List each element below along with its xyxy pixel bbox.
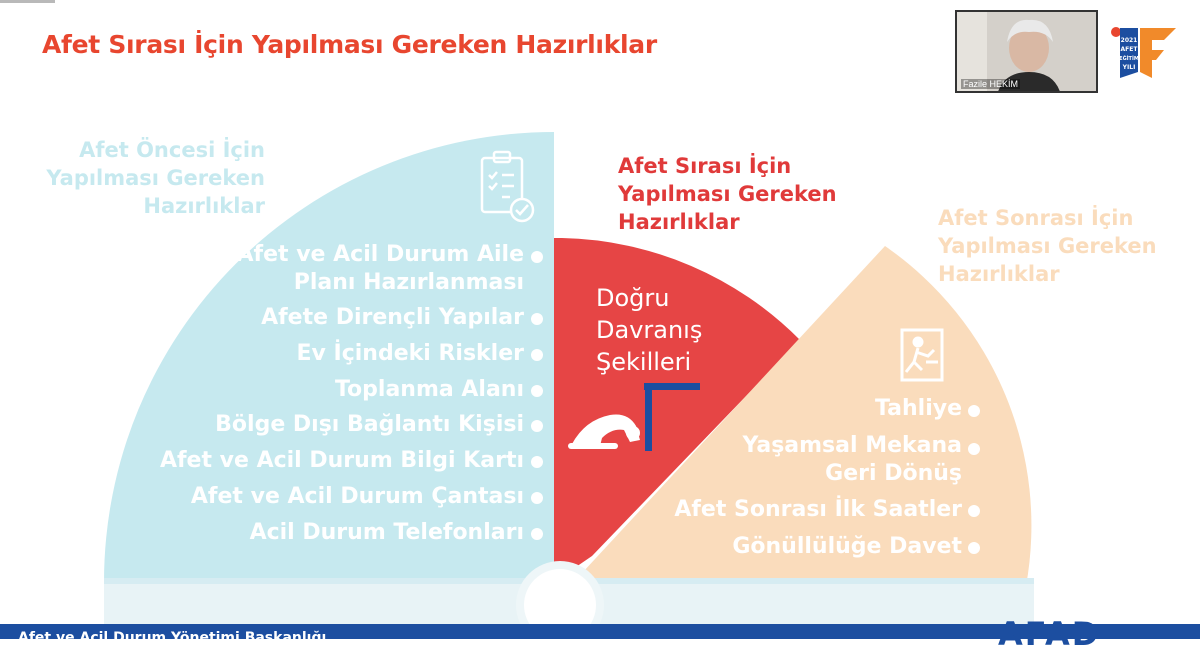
after-heading-line: Yapılması Gereken bbox=[938, 234, 1157, 258]
after-item: Tahliye bbox=[874, 396, 962, 421]
before-item: Planı Hazırlanması bbox=[293, 270, 524, 295]
before-item: Afete Dirençli Yapılar bbox=[261, 305, 524, 330]
during-body-line: Doğru bbox=[596, 284, 670, 312]
during-body-line: Davranış bbox=[596, 316, 703, 344]
afad-logo: AFAD bbox=[998, 615, 1101, 653]
logo-line1: AFET bbox=[1120, 46, 1138, 53]
during-body-line: Şekilleri bbox=[596, 348, 692, 376]
before-heading-line: Hazırlıklar bbox=[143, 194, 265, 218]
logo-line2: EĞİTİM bbox=[1119, 56, 1139, 62]
before-item: Bölge Dışı Bağlantı Kişisi bbox=[215, 412, 524, 437]
before-item: Afet ve Acil Durum Aile bbox=[236, 242, 524, 267]
during-heading-line: Hazırlıklar bbox=[618, 210, 740, 234]
after-heading-line: Hazırlıklar bbox=[938, 262, 1060, 286]
footer-text: Afet ve Acil Durum Yönetimi Başkanlığı bbox=[18, 630, 327, 646]
after-heading-line: Afet Sonrası İçin bbox=[938, 206, 1134, 230]
webcam-thumbnail[interactable] bbox=[955, 10, 1098, 93]
after-item: Geri Dönüş bbox=[825, 461, 962, 486]
after-item: Afet Sonrası İlk Saatler bbox=[674, 497, 962, 522]
during-heading bbox=[618, 152, 837, 236]
before-item: Afet ve Acil Durum Bilgi Kartı bbox=[159, 448, 524, 473]
before-heading-line: Yapılması Gereken bbox=[46, 166, 265, 190]
during-heading-line: Afet Sırası İçin bbox=[618, 154, 792, 178]
before-heading-line: Afet Öncesi İçin bbox=[79, 138, 265, 162]
logo-year: 2021 bbox=[1120, 37, 1138, 44]
after-heading bbox=[938, 204, 1157, 288]
before-heading bbox=[40, 136, 265, 220]
logo-line3: YILI bbox=[1122, 64, 1136, 71]
after-item: Yaşamsal Mekana bbox=[742, 433, 962, 458]
during-body bbox=[596, 282, 702, 378]
during-heading-line: Yapılması Gereken bbox=[618, 182, 837, 206]
after-item: Gönüllülüğe Davet bbox=[732, 534, 962, 559]
participant-name: Fazile HEKİM bbox=[963, 79, 1019, 89]
slide-title: Afet Sırası İçin Yapılması Gereken Hazırlıklar bbox=[42, 30, 657, 59]
before-item: Afet ve Acil Durum Çantası bbox=[190, 484, 524, 509]
afet-egitim-yili-logo bbox=[1110, 22, 1182, 80]
before-item: Toplanma Alanı bbox=[334, 377, 524, 402]
before-item: Acil Durum Telefonları bbox=[249, 520, 524, 545]
before-item: Ev İçindeki Riskler bbox=[296, 341, 524, 366]
